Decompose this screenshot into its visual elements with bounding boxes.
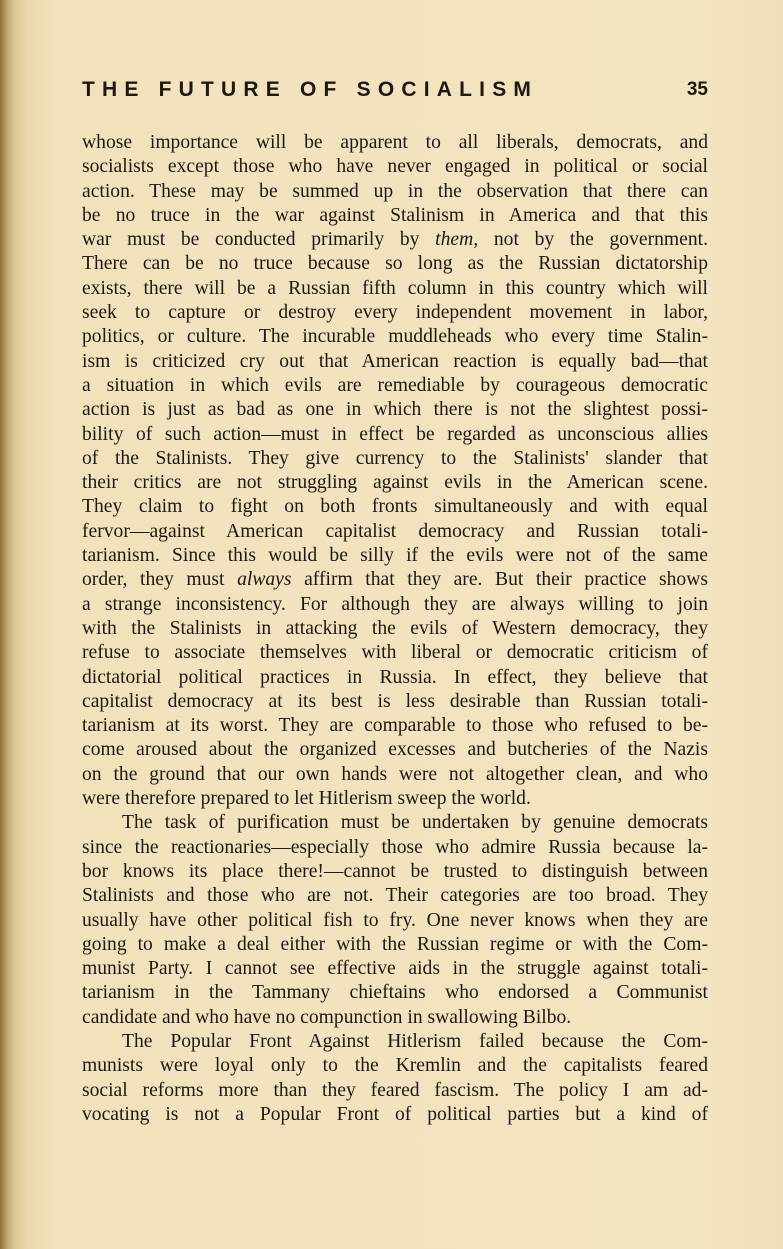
body-text (82, 131, 708, 1127)
text-line: bor knows its place there!—cannot be trusted to distinguish between (82, 860, 708, 882)
italic-word: always (237, 569, 292, 591)
text-line: of the Stalinists. They give currency to the Stalinists' slander that (82, 447, 708, 469)
text-line: dictatorial political practices in Russia. In effect, they believe that (82, 666, 708, 688)
text-line: a strange inconsistency. For although they are always willing to join (82, 593, 708, 615)
text-line: bility of such action—must in effect be regarded as unconscious allies (82, 423, 708, 445)
text-line: their critics are not struggling against evils in the American scene. (82, 472, 708, 494)
text-line: on the ground that our own hands were not altogether clean, and who (82, 763, 708, 785)
text-line: be no truce in the war against Stalinism in America and that this (82, 204, 708, 226)
text-line: war must be conducted primarily by them, not by the government. (82, 229, 708, 251)
text-line: were therefore prepared to let Hitlerism sweep the world. (82, 788, 531, 810)
text-line: socialists except those who have never engaged in political or social (82, 156, 708, 178)
text-line: since the reactionaries—especially those who admire Russia because la- (82, 836, 708, 858)
text-line: come aroused about the organized excesses and butcheries of the Nazis (82, 739, 708, 761)
page-number: 35 (686, 79, 708, 100)
text-line: There can be no truce because so long as the Russian dictatorship (82, 253, 708, 275)
text-line: fervor—against American capitalist democracy and Russian totali- (82, 520, 708, 542)
text-line: They claim to fight on both fronts simultaneously and with equal (82, 496, 708, 518)
italic-word: them, (435, 229, 479, 251)
text-line: whose importance will be apparent to all liberals, democrats, and (82, 132, 708, 153)
text-line: social reforms more than they feared fascism. The policy I am ad- (82, 1079, 708, 1101)
text-line: munist Party. I cannot see effective aids in the struggle against totali- (82, 958, 708, 980)
text-line: Stalinists and those who are not. Their categories are too broad. They (82, 885, 708, 907)
text-line: refuse to associate themselves with liberal or democratic criticism of (82, 642, 708, 664)
text-line: order, they must always affirm that they are. But their practice shows (82, 569, 708, 591)
text-line: going to make a deal either with the Russian regime or with the Com- (82, 933, 708, 955)
text-line: tarianism in the Tammany chieftains who endorsed a Communist (82, 982, 708, 1004)
text-line: tarianism. Since this would be silly if the evils were not of the same (82, 545, 708, 567)
text-line: The task of purification must be undertaken by genuine democrats (122, 812, 708, 834)
text-line: action. These may be summed up in the observation that there can (82, 180, 708, 202)
text-line: munists were loyal only to the Kremlin and the capitalists feared (82, 1055, 708, 1077)
text-line: candidate and who have no compunction in swallowing Bilbo. (82, 1006, 572, 1028)
text-line: politics, or culture. The incurable muddleheads who every time Stalin- (82, 326, 708, 348)
running-head: THE FUTURE OF SOCIALISM (82, 78, 539, 101)
text-line: capitalist democracy at its best is less desirable than Russian totali- (82, 690, 708, 712)
text-line: vocating is not a Popular Front of political parties but a kind of (82, 1103, 708, 1125)
text-line: action is just as bad as one in which there is not the slightest possi- (82, 399, 708, 421)
text-line: tarianism at its worst. They are comparable to those who refused to be- (82, 715, 708, 737)
text-line: The Popular Front Against Hitlerism failed because the Com- (122, 1030, 708, 1052)
text-line: ism is criticized cry out that American reaction is equally bad—that (82, 350, 708, 372)
binding-shadow (0, 0, 14, 1249)
text-line: seek to capture or destroy every independent movement in labor, (82, 302, 708, 324)
text-line: exists, there will be a Russian fifth column in this country which will (82, 277, 708, 299)
text-line: a situation in which evils are remediable by courageous democratic (82, 374, 708, 396)
text-line: with the Stalinists in attacking the evils of Western democracy, they (82, 617, 708, 639)
text-line: usually have other political fish to fry. One never knows when they are (82, 909, 708, 931)
page-header (82, 78, 708, 106)
